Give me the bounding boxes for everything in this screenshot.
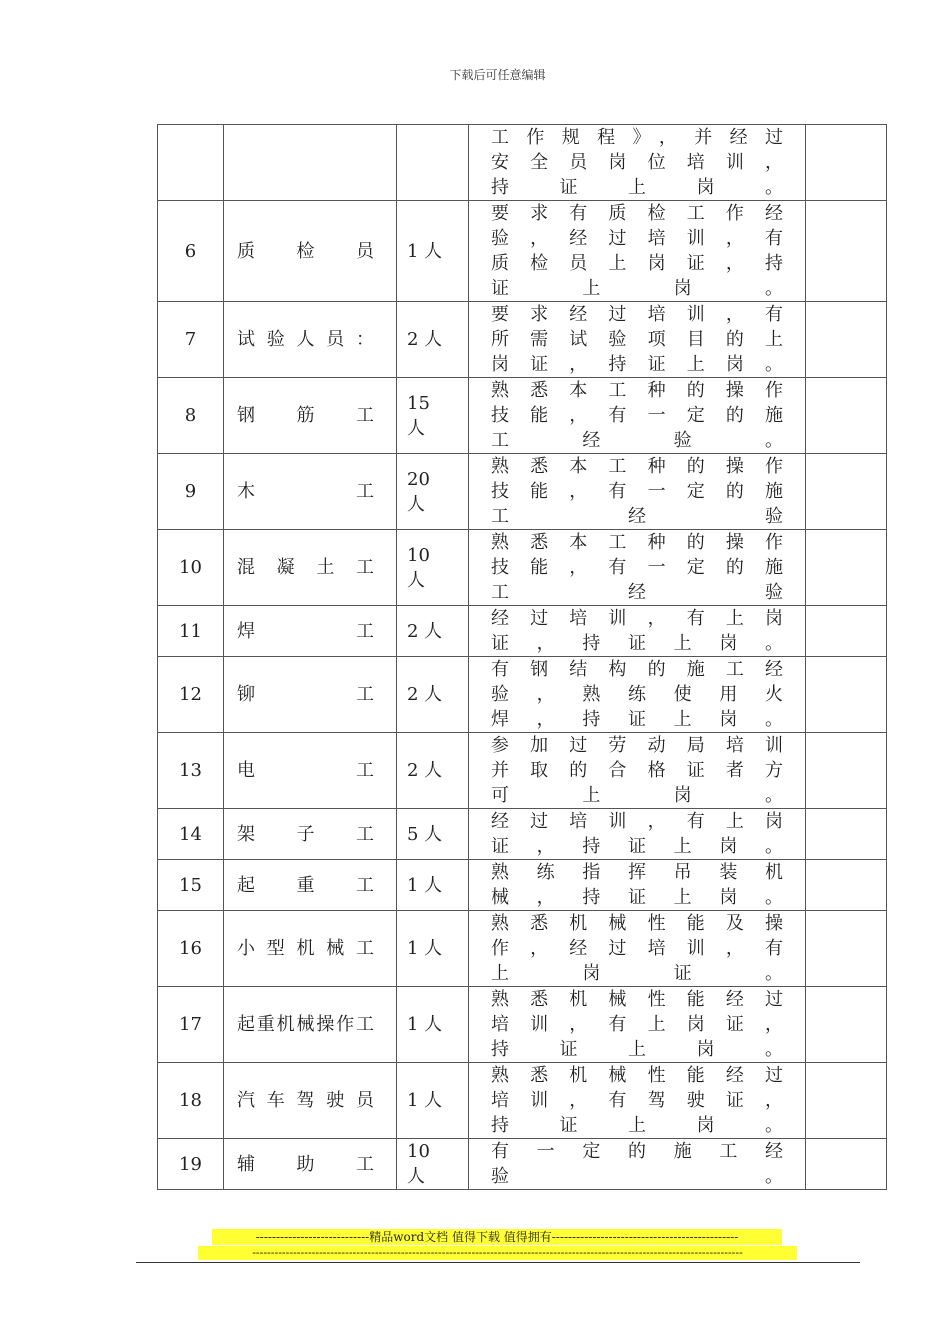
remarks-cell: [806, 378, 887, 454]
requirement-text: 要求有质检工作经验，经过培训，有质检员上岗证，持证上岗。: [491, 203, 800, 299]
table-row: [158, 987, 887, 1063]
requirement-cell: [469, 454, 806, 530]
headcount-cell: [397, 201, 469, 302]
role-cell: [224, 606, 397, 657]
headcount-cell: [397, 530, 469, 606]
headcount-value: 1 人: [407, 938, 443, 959]
headcount-value: 1 人: [407, 1014, 443, 1035]
row-number: 11: [158, 606, 224, 657]
headcount-cell: [397, 1139, 469, 1190]
headcount-cell: [397, 302, 469, 378]
remarks-cell: [806, 860, 887, 911]
staffing-table: [157, 124, 887, 1190]
requirement-text: 熟悉本工种的操作技能，有一定的施工经验。: [491, 380, 800, 451]
row-number: 13: [158, 733, 224, 809]
role-name: 电工: [237, 760, 374, 781]
table-row: [158, 302, 887, 378]
role-name: 铆工: [237, 684, 374, 705]
role-name: 混凝土工: [237, 557, 374, 578]
table-row: [158, 201, 887, 302]
remarks-cell: [806, 657, 887, 733]
headcount-cell: [397, 125, 469, 201]
requirement-cell: [469, 530, 806, 606]
table-row: [158, 1063, 887, 1139]
role-cell: [224, 1063, 397, 1139]
role-name: 木工: [237, 481, 374, 502]
row-number: 14: [158, 809, 224, 860]
headcount-value: 1 人: [407, 1090, 443, 1111]
row-number: 18: [158, 1063, 224, 1139]
requirement-cell: [469, 201, 806, 302]
role-cell: [224, 987, 397, 1063]
row-number: 16: [158, 911, 224, 987]
role-cell: [224, 911, 397, 987]
headcount-value: 15 人: [407, 392, 430, 439]
table-row: [158, 454, 887, 530]
requirement-text: 参加过劳动局培训并取的合格证者方可上岗。: [491, 735, 800, 806]
role-cell: [224, 1139, 397, 1190]
table-row: [158, 733, 887, 809]
footer-dash-line: ------------------------------------------------------------------------------------------------------------------------------------: [198, 1246, 797, 1260]
headcount-value: 2 人: [407, 684, 443, 705]
requirement-cell: [469, 733, 806, 809]
staffing-table-body: [158, 125, 887, 1190]
table-row: [158, 809, 887, 860]
headcount-cell: [397, 987, 469, 1063]
headcount-value: 5 人: [407, 823, 443, 845]
row-number: 12: [158, 657, 224, 733]
page-header-note: 下载后可任意编辑: [449, 68, 546, 82]
row-number: [158, 125, 224, 201]
requirement-cell: [469, 378, 806, 454]
role-cell: [224, 125, 397, 201]
requirement-text: 熟悉本工种的操作技能，有一定的施工经验: [491, 456, 800, 527]
remarks-cell: [806, 454, 887, 530]
requirement-text: 有一定的施工经验。: [491, 1141, 800, 1187]
requirement-cell: [469, 860, 806, 911]
row-number: 19: [158, 1139, 224, 1190]
requirement-cell: [469, 911, 806, 987]
requirement-text: 熟练指挥吊装机械，持证上岗。: [491, 862, 800, 908]
remarks-cell: [806, 911, 887, 987]
remarks-cell: [806, 733, 887, 809]
headcount-value: 1 人: [407, 874, 443, 896]
table-row: [158, 606, 887, 657]
row-number: 9: [158, 454, 224, 530]
role-cell: [224, 733, 397, 809]
requirement-text: 要求经过培训，有所需试验项目的上岗证，持证上岗。: [491, 304, 800, 375]
headcount-cell: [397, 911, 469, 987]
remarks-cell: [806, 125, 887, 201]
role-cell: [224, 530, 397, 606]
role-name: 小型机械工: [237, 938, 374, 959]
role-name: 辅助工: [237, 1153, 374, 1175]
role-cell: [224, 809, 397, 860]
table-row: [158, 657, 887, 733]
role-cell: [224, 454, 397, 530]
role-name: 焊工: [237, 620, 374, 642]
requirement-text: 经过培训，有上岗证，持证上岗。: [491, 608, 800, 654]
headcount-cell: [397, 809, 469, 860]
headcount-cell: [397, 378, 469, 454]
requirement-text: 熟悉机械性能经过培训，有驾驶证，持证上岗。: [491, 1065, 800, 1136]
row-number: 17: [158, 987, 224, 1063]
table-row: [158, 125, 887, 201]
table-row: [158, 378, 887, 454]
row-number: 10: [158, 530, 224, 606]
headcount-value: 10 人: [407, 1141, 430, 1187]
headcount-cell: [397, 657, 469, 733]
footer-rule: [136, 1262, 860, 1263]
headcount-value: 20 人: [407, 468, 430, 515]
role-cell: [224, 860, 397, 911]
requirement-text: 工作规程》，并经过安全员岗位培训，持证上岗。: [491, 127, 800, 198]
requirement-cell: [469, 1063, 806, 1139]
remarks-cell: [806, 1139, 887, 1190]
requirement-text: 熟悉机械性能经过培训，有上岗证，持证上岗。: [491, 989, 800, 1060]
role-name: 钢筋工: [237, 405, 374, 426]
headcount-cell: [397, 606, 469, 657]
requirement-text: 有钢结构的施工经验，熟练使用火焊，持证上岗。: [491, 659, 800, 730]
requirement-text: 经过培训，有上岗证，持证上岗。: [491, 811, 800, 857]
row-number: 6: [158, 201, 224, 302]
requirement-cell: [469, 809, 806, 860]
remarks-cell: [806, 530, 887, 606]
remarks-cell: [806, 302, 887, 378]
remarks-cell: [806, 606, 887, 657]
headcount-value: 1 人: [407, 240, 443, 262]
footer-banner-line: ----------------------------精品word文档 值得下载 值得拥有----------------------------------------------: [212, 1229, 782, 1245]
row-number: 7: [158, 302, 224, 378]
table-row: [158, 860, 887, 911]
headcount-value: 2 人: [407, 329, 443, 350]
role-name: 试验人员：: [237, 329, 374, 350]
requirement-text: 熟悉机械性能及操作，经过培训，有上岗证。: [491, 913, 800, 984]
headcount-cell: [397, 1063, 469, 1139]
requirement-cell: [469, 606, 806, 657]
headcount-value: 2 人: [407, 620, 443, 642]
table-row: [158, 530, 887, 606]
role-cell: [224, 657, 397, 733]
role-name: 架子工: [237, 823, 374, 845]
remarks-cell: [806, 809, 887, 860]
requirement-text: 熟悉本工种的操作技能，有一定的施工经验: [491, 532, 800, 603]
role-name: 质检员: [237, 240, 374, 262]
role-name: 起重工: [237, 874, 374, 896]
role-cell: [224, 302, 397, 378]
remarks-cell: [806, 1063, 887, 1139]
role-name: 起重机械操作工: [237, 1014, 374, 1035]
requirement-cell: [469, 657, 806, 733]
row-number: 15: [158, 860, 224, 911]
requirement-cell: [469, 987, 806, 1063]
requirement-cell: [469, 125, 806, 201]
requirement-cell: [469, 1139, 806, 1190]
role-name: 汽车驾驶员: [237, 1090, 374, 1111]
row-number: 8: [158, 378, 224, 454]
table-row: [158, 1139, 887, 1190]
role-cell: [224, 201, 397, 302]
table-row: [158, 911, 887, 987]
role-cell: [224, 378, 397, 454]
headcount-value: 10 人: [407, 544, 430, 591]
headcount-value: 2 人: [407, 760, 443, 781]
headcount-cell: [397, 454, 469, 530]
requirement-cell: [469, 302, 806, 378]
remarks-cell: [806, 201, 887, 302]
remarks-cell: [806, 987, 887, 1063]
headcount-cell: [397, 733, 469, 809]
headcount-cell: [397, 860, 469, 911]
